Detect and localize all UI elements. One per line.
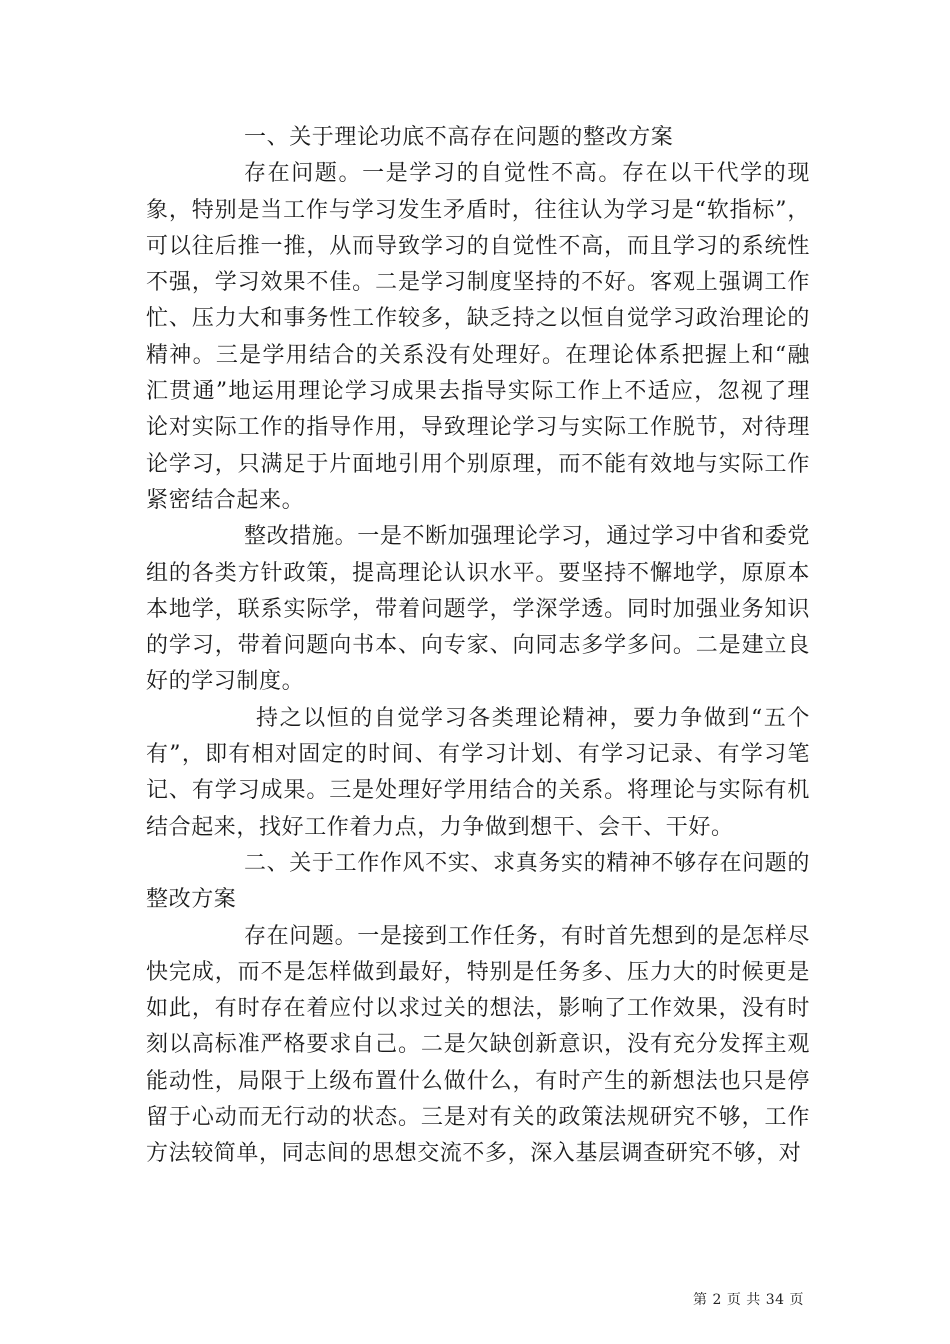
measures-paragraph-1: 整改措施。一是不断加强理论学习，通过学习中省和委党组的各类方针政策，提高理论认识水平。要坚持不懈地学，原原本本地学，联系实际学，带着问题学，学深学透。同时加强业务知识的学习，带着问题向书本、向专家、向同志多学多问。二是建立良好的学习制度。 — [146, 524, 810, 695]
problem-paragraph-1: 存在问题。一是学习的自觉性不高。存在以干代学的现象，特别是当工作与学习发生矛盾时，往往认为学习是“软指标”，可以往后推一推，从而导致学习的自觉性不高，而且学习的系统性不强，学习效果不佳。二是学习制度坚持的不好。客观上强调工作忙、压力大和事务性工作较多，缺乏持之以恒自觉学习政治理论的精神。三是学用结合的关系没有处理好。在理论体系把握上和“融汇贯通”地运用理论学习成果去指导实际工作上不适应，忽视了理论对实际工作的指导作用，导致理论学习与实际工作脱节，对待理论学习，只满足于片面地引用个别原理，而不能有效地与实际工作紧密结合起来。 — [146, 161, 810, 513]
section-heading-1: 一、关于理论功底不高存在问题的整改方案 — [244, 125, 674, 150]
section-heading-2: 二、关于工作作风不实、求真务实的精神不够存在问题的整改方案 — [146, 850, 810, 913]
measures-paragraph-2: 持之以恒的自觉学习各类理论精神，要力争做到“五个有”，即有相对固定的时间、有学习计划、有学习记录、有学习笔记、有学习成果。三是处理好学用结合的关系。将理论与实际有机结合起来，找好工作着力点，力争做到想干、会干、干好。 — [146, 705, 810, 840]
problem-paragraph-2: 存在问题。一是接到工作任务，有时首先想到的是怎样尽快完成，而不是怎样做到最好，特别是任务多、压力大的时候更是如此，有时存在着应付以求过关的想法，影响了工作效果，没有时刻以高标准严格要求自己。二是欠缺创新意识，没有充分发挥主观能动性，局限于上级布置什么做什么，有时产生的新想法也只是停留于心动而无行动的状态。三是对有关的政策法规研究不够，工作方法较简单，同志间的思想交流不多，深入基层调查研究不够，对 — [146, 923, 810, 1167]
document-body — [146, 120, 810, 1173]
page-number-footer: 第 2 页 共 34 页 — [693, 1292, 804, 1308]
